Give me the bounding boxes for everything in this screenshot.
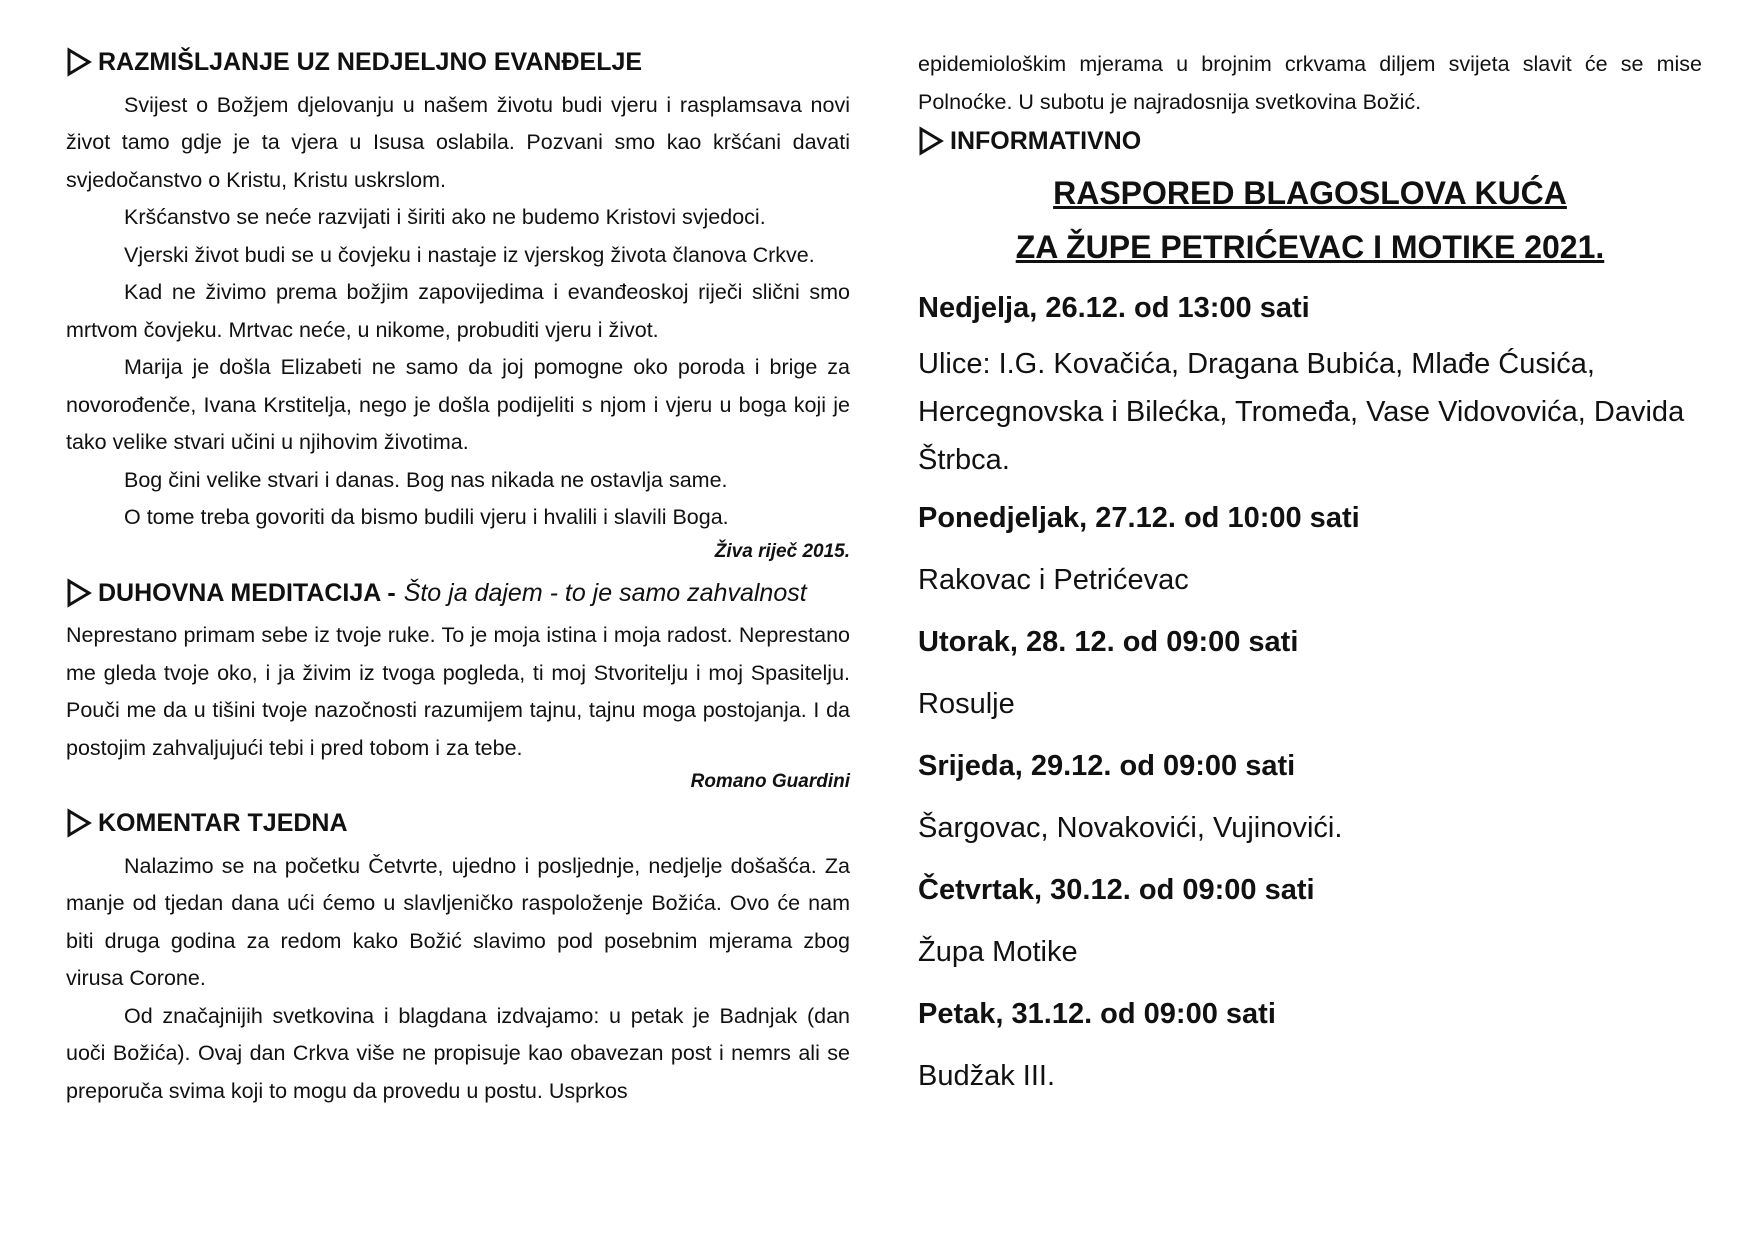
schedule-day: Ponedjeljak, 27.12. od 10:00 sati: [918, 501, 1360, 534]
section-title: DUHOVNA MEDITACIJA -: [98, 578, 396, 607]
paragraph: Marija je došla Elizabeti ne samo da joj pomogne oko poroda i brige za novorođenče, Ivana Krstitelja, nego je došla podijeliti s njom i vjeru u boga koji je tako velike stvari učini u njihovim životima.: [66, 355, 850, 454]
schedule-day: Nedjelja, 26.12. od 13:00 sati: [918, 291, 1310, 324]
schedule-list: [918, 288, 1702, 1100]
schedule-day: Utorak, 28. 12. od 09:00 sati: [918, 625, 1299, 658]
schedule-day: Četvrtak, 30.12. od 09:00 sati: [918, 873, 1315, 906]
paragraph: Nalazimo se na početku Četvrte, ujedno i posljednje, nedjelje došašća. Za manje od tjedan dana ući ćemo u slavljeničko raspoloženje Božića. Ovo će nam biti druga godina za redom kako Božić slavimo pod posebnim mjerama zbog virusa Corone.: [66, 853, 850, 990]
right-column: [918, 46, 1702, 1100]
schedule-locations: Šargovac, Novakovići, Vujinovići.: [918, 811, 1343, 844]
schedule-day: Petak, 31.12. od 09:00 sati: [918, 997, 1276, 1030]
paragraph: Od značajnijih svetkovina i blagdana izdvajamo: u petak je Badnjak (dan uoči Božića). Ovaj dan Crkva više ne propisuje kao obavezan post i nemrs ali se preporuča svima koji to mogu da provedu u postu. Usprkos: [66, 1003, 850, 1103]
schedule-locations: Rakovac i Petrićevac: [918, 563, 1189, 596]
paragraph: Neprestano primam sebe iz tvoje ruke. To je moja istina i moja radost. Neprestano me gleda tvoje oko, i ja živim iz tvoga pogleda, ti moj Stvoritelju i moj Spasitelju. Pouči me da u tišini tvoje nazočnosti razumijem tajnu, tajnu moga postojanja. I da postojim zahvaljujući tebi i pred tobom i za tebe.: [66, 623, 850, 760]
paragraph: Svijest o Božjem djelovanju u našem životu budi vjeru i rasplamsava novi život tamo gdje je ta vjera u Isusa oslabila. Pozvani smo kao kršćani davati svjedočanstvo o Kristu, Kristu uskrslom.: [66, 92, 850, 192]
paragraph: Vjerski život budi se u čovjeku i nastaje iz vjerskog života članova Crkve.: [124, 242, 815, 267]
section-title: RAZMIŠLJANJE UZ NEDJELJNO EVANĐELJE: [98, 48, 643, 76]
section-heading-komentar: [66, 807, 850, 840]
source-citation: Živa riječ 2015.: [714, 540, 850, 562]
paragraph: Kršćanstvo se neće razvijati i širiti ako ne budemo Kristovi svjedoci.: [124, 205, 766, 229]
schedule-locations: Budžak III.: [918, 1059, 1056, 1092]
section-heading-informativno: [918, 125, 1702, 158]
play-triangle-icon: [66, 578, 92, 608]
schedule-title-line-1: RASPORED BLAGOSLOVA KUĆA: [1053, 174, 1567, 211]
schedule-day: Srijeda, 29.12. od 09:00 sati: [918, 749, 1296, 782]
paragraph: Kad ne živimo prema božjim zapovijedima i evanđeoskoj riječi slični smo mrtvom čovjeku. Mrtvac neće, u nikome, probuditi vjeru i život.: [66, 280, 850, 342]
play-triangle-icon: [66, 808, 92, 838]
section-heading-razmisljanje: [66, 46, 850, 79]
paragraph: Bog čini velike stvari i danas. Bog nas nikada ne ostavlja same.: [124, 467, 728, 492]
play-triangle-icon: [918, 126, 944, 156]
section-heading-meditacija: [66, 577, 850, 610]
play-triangle-icon: [66, 47, 92, 77]
schedule-title-line-2: ZA ŽUPE PETRIĆEVAC I MOTIKE 2021.: [1015, 228, 1605, 265]
left-column: [66, 46, 850, 1110]
schedule-locations: Ulice: I.G. Kovačića, Dragana Bubića, Mlađe Ćusića, Hercegnovska i Bilećka, Tromeđa, Vase Vidovovića, Davida Štrbca.: [918, 347, 1685, 476]
schedule-locations: Rosulje: [918, 687, 1015, 720]
continued-paragraph: epidemiološkim mjerama u brojnim crkvama diljem svijeta slavit će se mise Polnoćke. U subotu je najradosnija svetkovina Božić.: [918, 52, 1702, 114]
paragraph: O tome treba govoriti da bismo budili vjeru i hvalili i slavili Boga.: [124, 505, 729, 529]
source-citation: Romano Guardini: [690, 771, 850, 792]
section-title: INFORMATIVNO: [950, 127, 1142, 155]
section-subtitle: Što ja dajem - to je samo zahvalnost: [403, 578, 807, 607]
section-title: KOMENTAR TJEDNA: [98, 809, 348, 837]
schedule-locations: Župa Motike: [918, 935, 1078, 968]
